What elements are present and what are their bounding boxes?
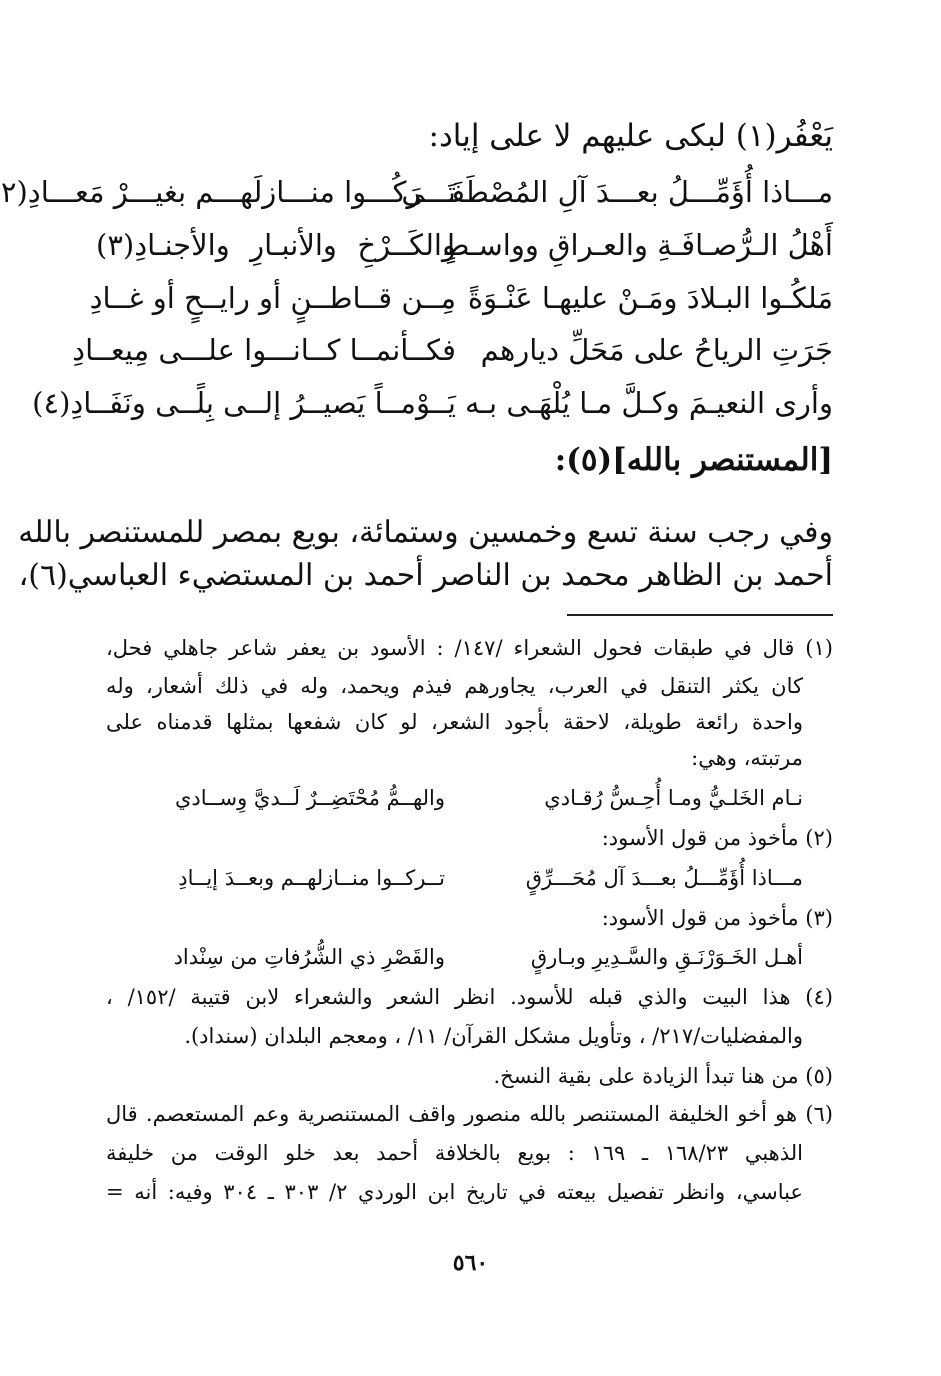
footnote-3-verse-first: أهـل الخَـوَرْنَـقِ والسَّـدِيرِ وبـارقٍ (530, 945, 803, 969)
footnote-1-verse-first: نـام الخَلـيُّ ومـا أُحِـسُّ رُقـادي (544, 786, 803, 810)
footnote-4-line-2: والمفضليات/٢١٧/ ، وتأويل مشكل القرآن/ ١١/ ، ومعجم البلدان (سنداد). (184, 1024, 803, 1048)
footnote-2: (٢) مأخوذ من قول الأسود: (601, 826, 833, 850)
verse-2-second-hemistich: والكَــرْخِ والأنبـارِ والأجنـادِ(٣) (96, 228, 456, 262)
verse-1-second-hemistich: تَـــرَكُـــوا منـــازلَهـــم بغيـــرْ مَعـــادِ(٢ (0, 175, 456, 209)
intro-line: يَعْفُر(١) لبكى عليهم لا على إياد: (428, 118, 833, 154)
footnote-1-verse-second: والهــمُّ مُحْتَضِــرٌ لَــديَّ وِســادي (175, 786, 445, 810)
footnote-6-line-1: (٦) هو أخو الخليفة المستنصر بالله منصور واقف المستنصرية وعم المستعصم. قال (106, 1102, 833, 1126)
paragraph-line-2: أحمد بن الظاهر محمد بن الناصر أحمد بن المستضيء العباسي(٦)، (18, 558, 833, 593)
footnote-6-line-3: عباسي، وانظر تفصيل بيعته في تاريخ ابن الوردي ٢/ ٣٠٣ ـ ٣٠٤ وفيه: أنه = (106, 1180, 803, 1204)
paragraph-line-1: وفي رجب سنة تسع وخمسين وستمائة، بويع بمصر للمستنصر بالله (18, 515, 833, 550)
footnote-2-verse-first: مـــاذا أُؤَمِّـــلُ بعـــدَ آل مُحَـــرِّقٍ (525, 866, 803, 890)
footnote-3-verse-second: والقَصْرِ ذي الشُّرُفاتِ من سِنْداد (173, 945, 445, 969)
verse-3-first-hemistich: مَلكُـوا البـلادَ ومَـنْ عليهـا عَنْـوَةً (467, 281, 833, 315)
footnote-2-verse-second: تــركــوا منــازلهــم وبعــدَ إيــادِ (178, 866, 445, 890)
footnote-1-line-4: مرتبته، وهي: (691, 746, 803, 770)
footnote-3: (٣) مأخوذ من قول الأسود: (601, 906, 833, 930)
verse-5-first-hemistich: وأرى النعيـمَ وكـلَّ مـا يُلْهَـى بـه (465, 386, 833, 420)
footnote-5: (٥) من هنا تبدأ الزيادة على بقية النسخ. (493, 1064, 833, 1088)
footnote-1-line-3: واحدة رائعة طويلة، لاحقة بأجود الشعر، لو كان شفعها بمثلها قدمناه على (106, 710, 803, 734)
verse-3-second-hemistich: مِــن قــاطــنٍ أو رايــحٍ أو غــادِ (89, 281, 456, 315)
footnote-1-line-2: كان يكثر التنقل في العرب، يجاورهم فيذم ويحمد، وله في ذلك أشعار، وله (106, 674, 803, 698)
footnote-6-line-2: الذهبي ١٦٨/٢٣ ـ ١٦٩ : بويع بالخلافة أحمد بعد خلو الوقت من خليفة (106, 1141, 803, 1165)
verse-4-first-hemistich: جَرَتِ الرياحُ على مَحَلِّ ديارهم (480, 333, 833, 367)
footnote-4-line-1: (٤) هذا البيت والذي قبله للأسود. انظر الشعر والشعراء لابن قتيبة /١٥٢/ ، (106, 985, 833, 1009)
verse-2-first-hemistich: أَهْلُ الـرُّصـافَـةِ والعـراقِ وواسـطٍ (442, 228, 833, 262)
footnote-1-line-1: (١) قال في طبقات فحول الشعراء /١٤٧/ : الأسود بن يعفر شاعر جاهلي فحل، (106, 636, 833, 660)
verse-1-first-hemistich: مـــاذا أُؤَمِّـــلُ بعـــدَ آلِ المُصْطَفَـــى (401, 175, 833, 209)
page-number: ٥٦٠ (452, 1250, 489, 1276)
footnote-separator (567, 614, 833, 616)
verse-4-second-hemistich: فكــأنمــا كــانـــوا علـــى مِيعــادِ (72, 333, 456, 367)
verse-5-second-hemistich: يَــوْمــاً يَصيــرُ إلــى بِلًــى ونَفَــادِ(٤) (32, 386, 456, 420)
section-heading: [المستنصر بالله](٥): (554, 442, 833, 478)
